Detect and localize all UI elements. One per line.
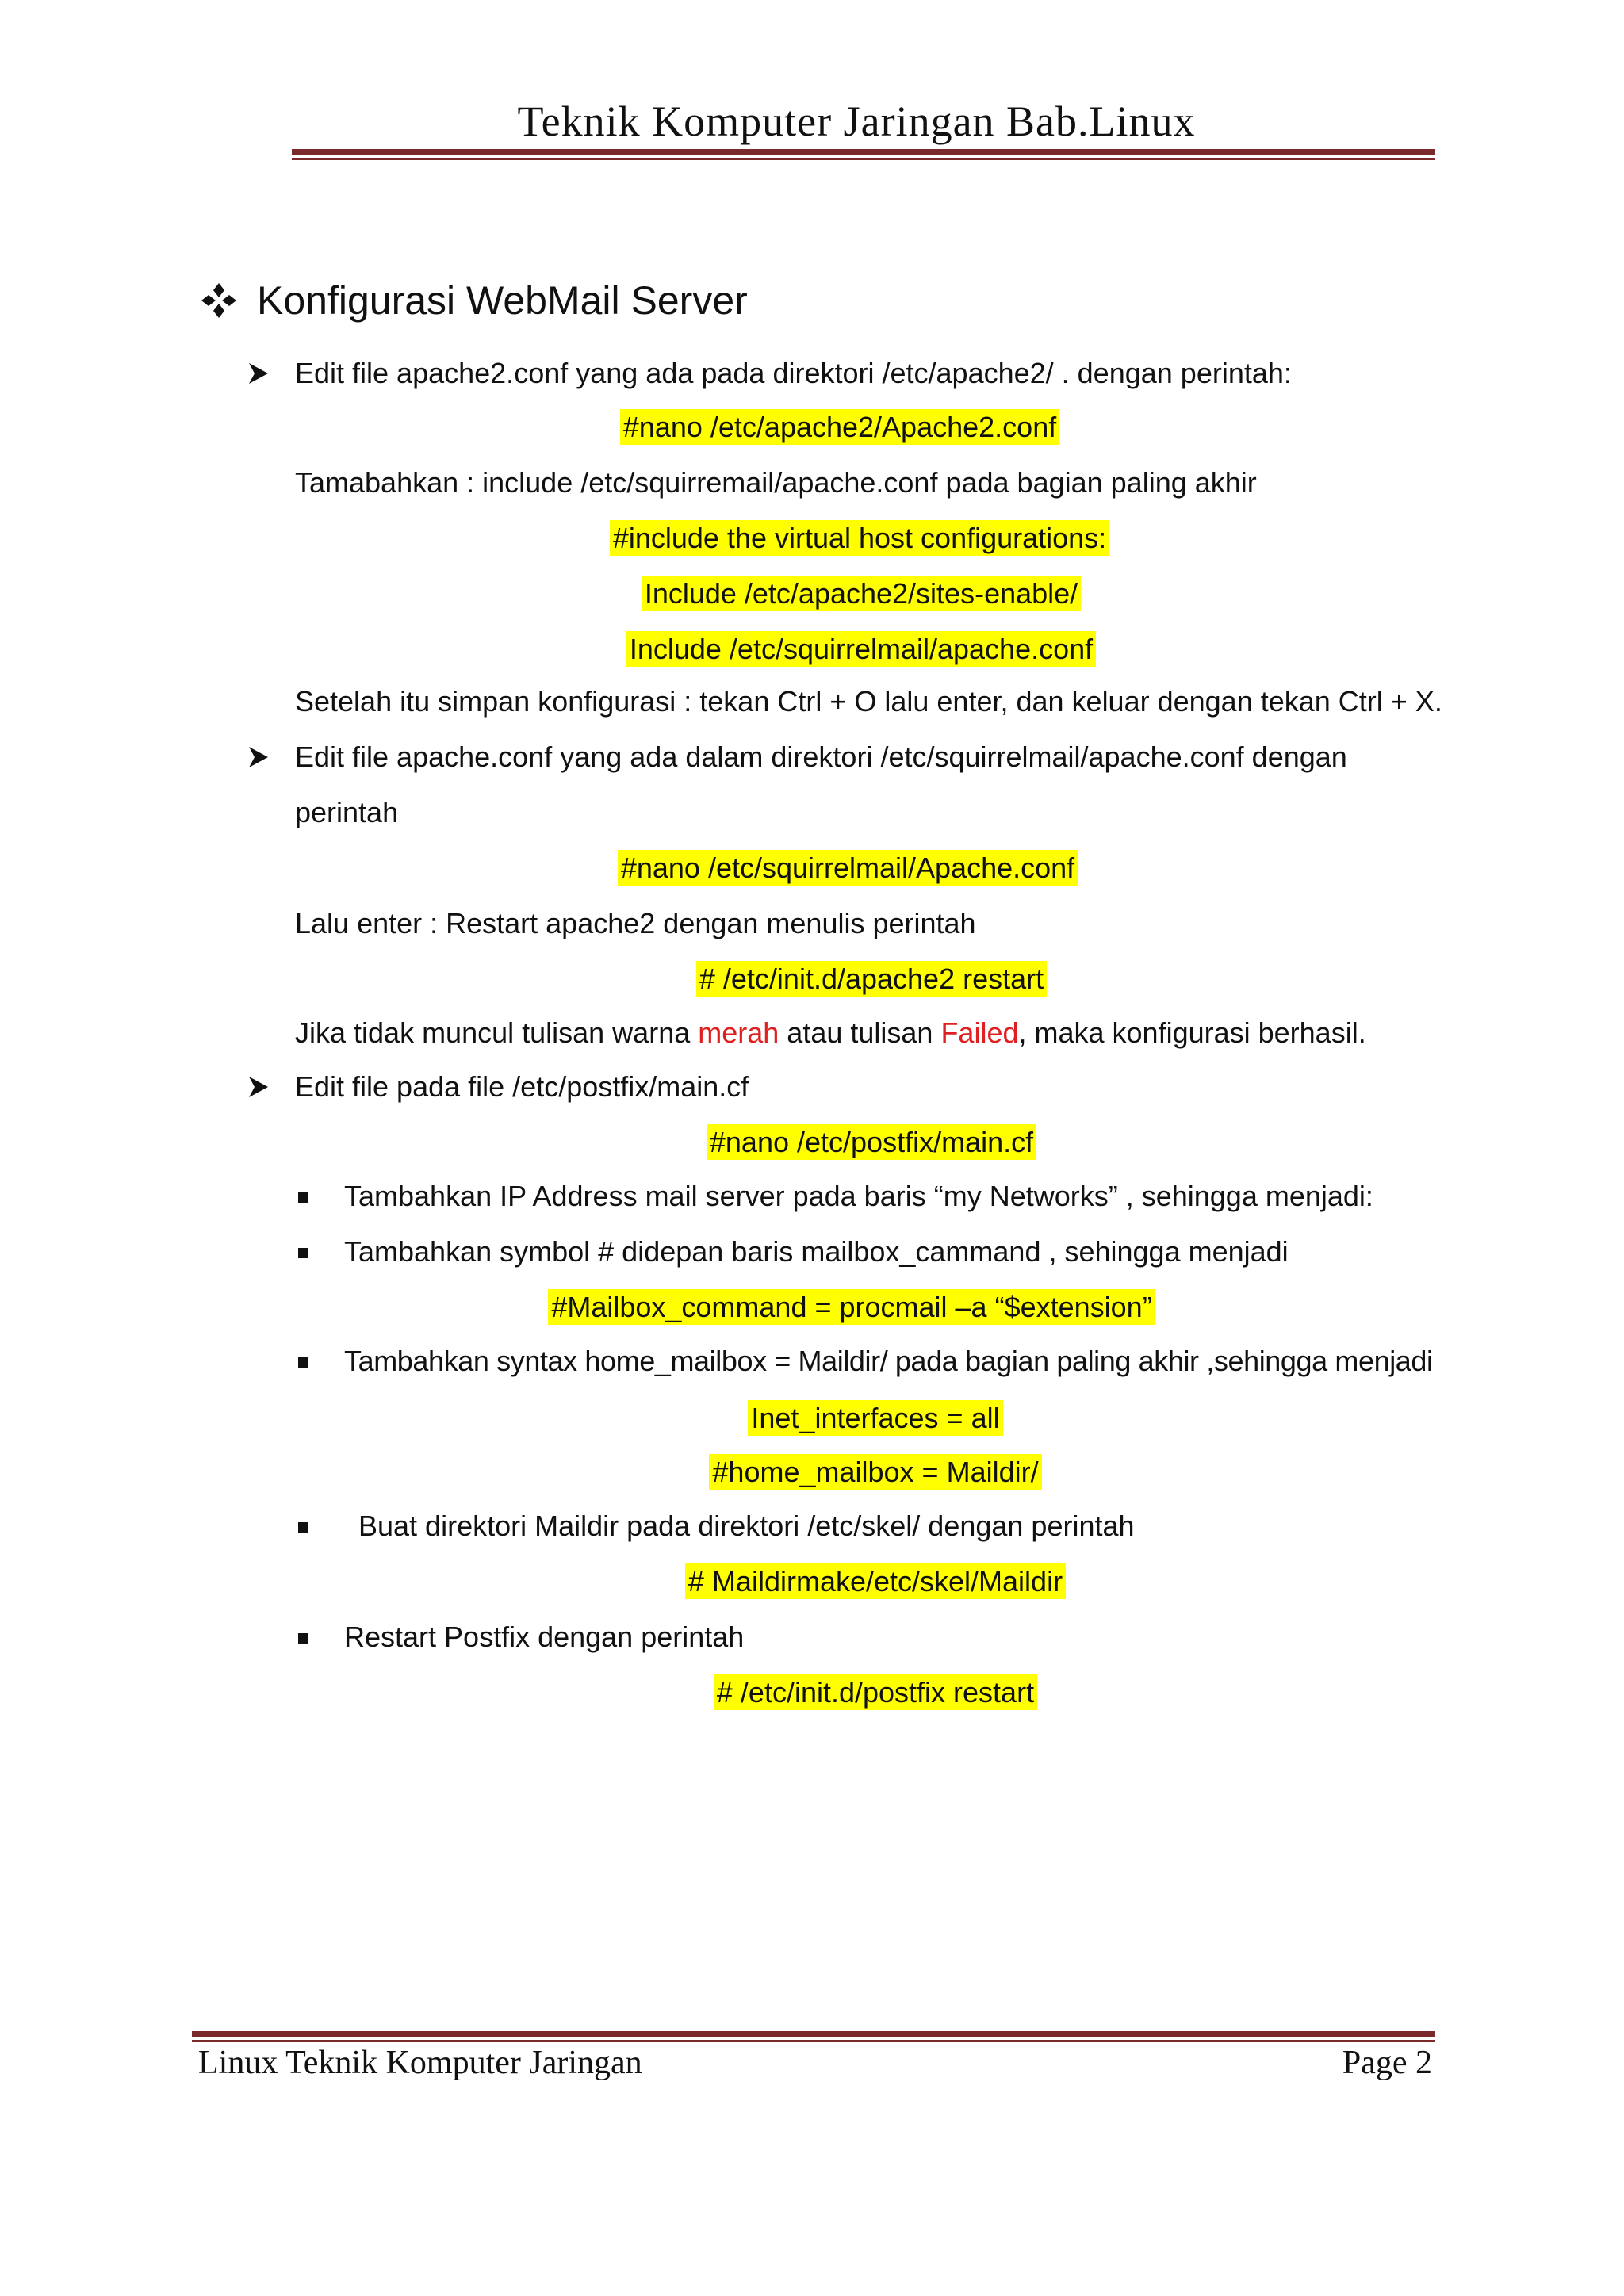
four-diamond-bullet-icon [198, 280, 239, 321]
square-bullet-icon [298, 1633, 308, 1644]
header-rule [292, 149, 1435, 155]
item3-sub3-config-2: #home_mailbox = Maildir/ [709, 1454, 1041, 1490]
square-bullet-icon [298, 1248, 308, 1258]
item1-text: Edit file apache2.conf yang ada pada direktori /etc/apache2/ . dengan perintah: [295, 357, 1292, 389]
section-heading [198, 277, 748, 323]
item3-text: Edit file pada file /etc/postfix/main.cf [295, 1070, 749, 1103]
item3-command: #nano /etc/postfix/main.cf [707, 1124, 1036, 1160]
item3-sub1: Tambahkan IP Address mail server pada baris “my Networks” , sehingga menjadi: [344, 1180, 1373, 1212]
item3-sub4-command: # Maildirmake/etc/skel/Maildir [685, 1563, 1066, 1599]
arrow-bullet-icon [247, 362, 270, 385]
item3-sub2-command: #Mailbox_command = procmail –a “$extension” [548, 1289, 1155, 1325]
item2-text-line-2: perintah [295, 796, 399, 828]
item3-sub5-command: # /etc/init.d/postfix restart [714, 1674, 1037, 1710]
item2-command: #nano /etc/squirrelmail/Apache.conf [618, 850, 1078, 886]
item3-sub5: Restart Postfix dengan perintah [344, 1621, 745, 1653]
page-number: Page 2 [1342, 2045, 1432, 2081]
arrow-bullet-icon [247, 1075, 270, 1099]
item1-save-instruction: Setelah itu simpan konfigurasi : tekan Ctrl + O lalu enter, dan keluar dengan tekan Ctrl + X. [295, 685, 1442, 718]
item2-result-post: , maka konfigurasi berhasil. [1018, 1016, 1366, 1049]
arrow-bullet-icon [247, 745, 270, 769]
item2-result-red-failed: Failed [940, 1016, 1019, 1049]
item2-result-pre: Jika tidak muncul tulisan warna [295, 1016, 699, 1049]
item3-sub3-config-1: Inet_interfaces = all [748, 1400, 1002, 1436]
item2-result [295, 1016, 1366, 1050]
item1-config-line-1: #include the virtual host configurations: [610, 520, 1109, 556]
section-title-text: Konfigurasi WebMail Server [257, 278, 748, 323]
header-rule-thin [292, 158, 1435, 160]
footer-left-text: Linux Teknik Komputer Jaringan [198, 2045, 642, 2081]
item3-sub2: Tambahkan symbol # didepan baris mailbox_cammand , sehingga menjadi [344, 1235, 1289, 1268]
footer-rule [192, 2031, 1435, 2037]
square-bullet-icon [298, 1357, 308, 1368]
item1-note: Tamabahkan : include /etc/squirremail/apache.conf pada bagian paling akhir [295, 466, 1257, 499]
item2-restart-command: # /etc/init.d/apache2 restart [696, 961, 1047, 997]
item1-config-line-2: Include /etc/apache2/sites-enable/ [642, 576, 1081, 611]
item1-command: #nano /etc/apache2/Apache2.conf [620, 409, 1059, 445]
item2-note: Lalu enter : Restart apache2 dengan menulis perintah [295, 907, 976, 939]
item3-sub3: Tambahkan syntax home_mailbox = Maildir/ pada bagian paling akhir ,sehingga menjadi [344, 1345, 1433, 1377]
item2-result-mid: atau tulisan [779, 1016, 941, 1049]
item1-config-line-3: Include /etc/squirrelmail/apache.conf [626, 631, 1096, 667]
page-header-title: Teknik Komputer Jaringan Bab.Linux [517, 98, 1196, 145]
item2-text-line-1: Edit file apache.conf yang ada dalam direktori /etc/squirrelmail/apache.conf dengan [295, 740, 1347, 773]
item3-sub4: Buat direktori Maildir pada direktori /etc/skel/ dengan perintah [358, 1510, 1135, 1542]
footer-rule-thin [192, 2040, 1435, 2042]
square-bullet-icon [298, 1192, 308, 1203]
square-bullet-icon [298, 1522, 308, 1533]
item2-result-red-merah: merah [698, 1016, 779, 1049]
